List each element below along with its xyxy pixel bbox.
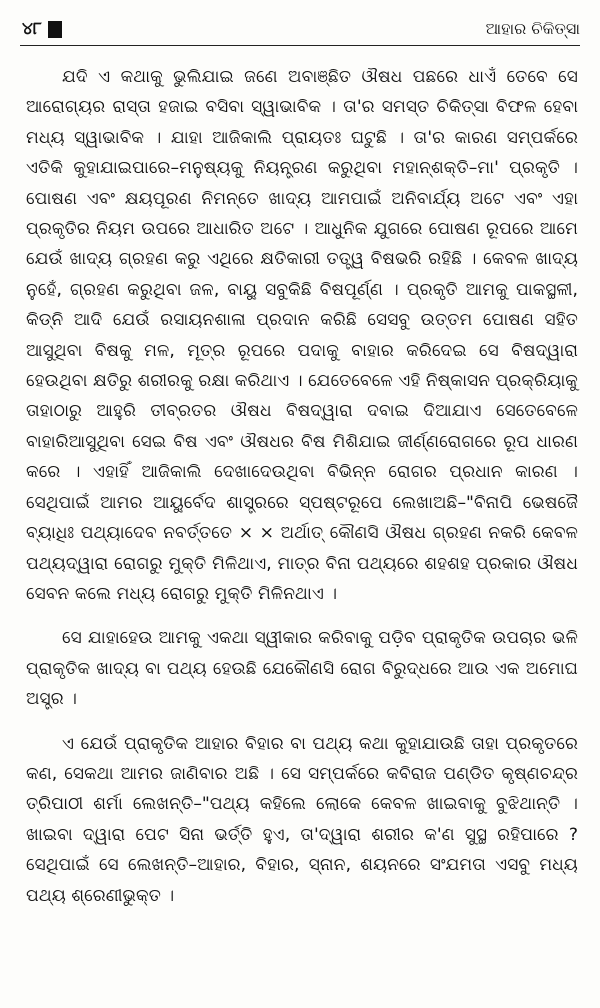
- page-header: [22, 14, 580, 44]
- paragraph-1: ଯଦି ଏ କଥାକୁ ଭୁଲିଯାଇ ଜଣେ ଅବାଞ୍ଛିତ ଔଷଧ ପଛରେ ଧାଏଁ ତେବେ ସେ ଆରୋଗ୍ୟର ରାସ୍ତା ହଜାଇ ବସିବା ସ୍ୱାଭାବିକ । ତା'ର ସମସ୍ତ ଚିକିତ୍ସା ବିଫଳ ହେବା ମଧ୍ୟ ସ୍ୱାଭାବିକ । ଯାହା ଆଜିକାଲି ପ୍ରାୟତଃ ଘଟୁଛି । ତା'ର କାରଣ ସମ୍ପର୍କରେ ଏତିକି କୁହାଯାଇପାରେ–ମନୁଷ୍ୟକୁ ନିୟନ୍ତ୍ରଣ କରୁଥିବା ମହାନ୍‌ଶକ୍ତି–ମା' ପ୍ରକୃତି । ପୋଷଣ ଏବଂ କ୍ଷୟପୂରଣ ନିମନ୍ତେ ଖାଦ୍ୟ ଆମପାଇଁ ଅନିବାର୍ଯ୍ୟ ଅଟେ ଏବଂ ଏହା ପ୍ରକୃତିର ନିୟମ ଉପରେ ଆଧାରିତ ଅଟେ । ଆଧୁନିକ ଯୁଗରେ ପୋଷଣ ରୂପରେ ଆମେ ଯେଉଁ ଖାଦ୍ୟ ଗ୍ରହଣ କରୁ ଏଥିରେ କ୍ଷତିକାରୀ ତତ୍ତ୍ୱ ବିଷଭରି ରହିଛି । କେବଳ ଖାଦ୍ୟ ନୁହେଁ, ଗ୍ରହଣ କରୁଥିବା ଜଳ, ବାୟୁ ସବୁକିଛି ବିଷପୂର୍ଣ୍ଣ । ପ୍ରକୃତି ଆମକୁ ପାକସ୍ଥଳୀ, କିଡ୍‌ନି ଆଦି ଯେଉଁ ରସାୟନଶାଳା ପ୍ରଦାନ କରିଛି ସେସବୁ ଉତ୍ତମ ପୋଷଣ ସହିତ ଆସୁଥିବା ବିଷକୁ ମଳ, ମୂତ୍ର ରୂପରେ ପଦାକୁ ବାହାର କରିଦେଇ ସେ ବିଷଦ୍ୱାରା ହେଉଥିବା କ୍ଷତିରୁ ଶରୀରକୁ ରକ୍ଷା କରିଥାଏ । ଯେତେବେଳେ ଏହି ନିଷ୍କାସନ ପ୍ରକ୍ରିୟାକୁ ତାହାଠାରୁ ଆହୁରି ତୀବ୍ରତର ଔଷଧ ବିଷଦ୍ୱାରା ଦବାଇ ଦିଆଯାଏ ସେତେବେଳେ ବାହାରିଆସୁଥିବା ସେଇ ବିଷ ଏବଂ ଔଷଧର ବିଷ ମିଶିଯାଇ ଜୀର୍ଣ୍ଣରୋଗରେ ରୂପ ଧାରଣ କରେ । ଏହାହିଁ ଆଜିକାଲି ଦେଖାଦେଉଥିବା ବିଭିନ୍ନ ରୋଗର ପ୍ରଧାନ କାରଣ । ସେଥିପାଇଁ ଆମର ଆୟୁର୍ବେଦ ଶାସ୍ତ୍ରରେ ସ୍ପଷ୍ଟରୂପେ ଲେଖାଅଛି–"ବିନାପି ଭେଷଜୈ ବ୍ୟାଧିଃ ପଥ୍ୟାଦେବ ନବର୍ତ୍ତତେ × × ଅର୍ଥାତ୍ କୌଣସି ଔଷଧ ଗ୍ରହଣ ନକରି କେବଳ ପଥ୍ୟଦ୍ୱାରା ରୋଗରୁ ମୁକ୍ତି ମିଳିଥାଏ, ମାତ୍ର ବିନା ପଥ୍ୟରେ ଶହଶହ ପ୍ରକାର ଔଷଧ ସେବନ କଲେ ମଧ୍ୟ ରୋଗରୁ ମୁକ୍ତି ମିଳିନଥାଏ ।: [26, 67, 578, 604]
- page-number-group: [22, 19, 62, 39]
- page-number: ୪୮: [22, 19, 42, 39]
- black-square-icon: [48, 21, 62, 38]
- running-title: ଆହାର ଚିକିତ୍ସା: [485, 19, 580, 38]
- paragraph-2: ସେ ଯାହାହେଉ ଆମକୁ ଏକଥା ସ୍ୱୀକାର କରିବାକୁ ପଡ଼ିବ ପ୍ରାକୃତିକ ଉପଚାର ଭଳି ପ୍ରାକୃତିକ ଖାଦ୍ୟ ବା ପଥ୍ୟ ହେଉଛି ଯେକୌଣସି ରୋଗ ବିରୁଦ୍ଧରେ ଆଉ ଏକ ଅମୋଘ ଅସ୍ତ୍ର ।: [26, 628, 578, 710]
- body-text: [26, 62, 578, 911]
- paragraph-3: ଏ ଯେଉଁ ପ୍ରାକୃତିକ ଆହାର ବିହାର ବା ପଥ୍ୟ କଥା କୁହାଯାଉଛି ତାହା ପ୍ରକୃତରେ କଣ, ସେକଥା ଆମର ଜାଣିବାର ଅଛି । ସେ ସମ୍ପର୍କରେ କବିରାଜ ପଣ୍ଡିତ କୃଷ୍ଣଚନ୍ଦ୍ର ତ୍ରିପାଠୀ ଶର୍ମା ଲେଖନ୍ତି–"ପଥ୍ୟ କହିଲେ ଲୋକେ କେବଳ ଖାଇବାକୁ ବୁଝିଥାନ୍ତି । ଖାଇବା ଦ୍ୱାରା ପେଟ ସିନା ଭର୍ତ୍ତି ହୁଏ, ତା'ଦ୍ୱାରା ଶରୀର କ'ଣ ସୁସ୍ଥ ରହିପାରେ ? ସେଥିପାଇଁ ସେ ଲେଖନ୍ତି–ଆହାର, ବିହାର, ସ୍ନାନ, ଶୟନରେ ସଂଯମତା ଏସବୁ ମଧ୍ୟ ପଥ୍ୟ ଶ୍ରେଣୀଭୁକ୍ତ ।: [26, 733, 578, 906]
- header-divider: [20, 45, 580, 46]
